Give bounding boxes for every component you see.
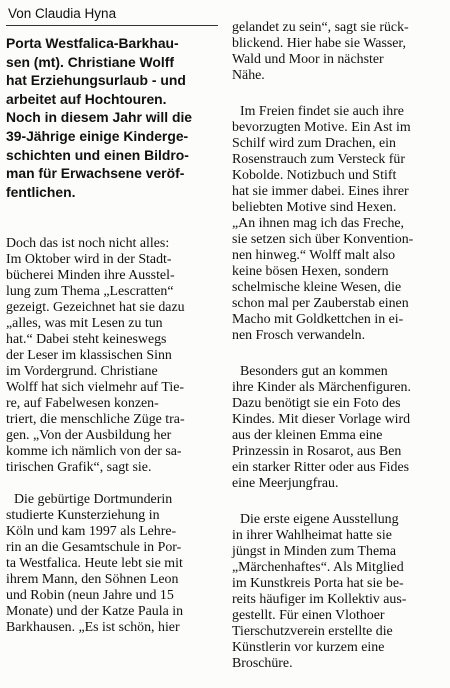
left-body [6,220,218,652]
body-paragraph: Die gebürtige Dortmunderin studierte Kunsterziehung in Köln und kam 1997 als Lehre- rin an die Gesamtschule in Por- ta Westfalica. Heute lebt sie mit ihrem Mann, den Söhnen Leon und Robin (neun Jahre und 15 Monate) und der Katze Paula in Barkhausen. „Es ist schön, hier [6,492,184,636]
byline: Von Claudia Hyna [6,4,218,26]
body-paragraph: Im Freien findet sie auch ihre bevorzugten Motive. Ein Ast im Schilf wird zum Drachen, ein Rosenstrauch zum Versteck für Kobolde. Notizbuch und Stift hat sie immer dabei. Eines ihrer beliebten Motive sind Hexen. „An ihnen mag ich das Freche, sie setzen sich über Konvention- nen hinweg.“ Wolff malt also keine bösen Hexen, sondern schelmische kleine Wesen, die schon mal per Zauberstab einen Macho mit Goldkettchen in ei- nen Frosch verwandeln. [232,104,414,343]
right-body [232,4,444,688]
body-paragraph: Die erste eigene Ausstellung in ihrer Wahlheimat hatte sie jüngst in Minden zum Thema „Märchenhaftes“. Als Mitglied im Kunstkreis Porta hat sie be- reits häufiger im Kollektiv aus- gestellt. Für einen Vlothoer Tierschutzverein erstellte die Künstlerin vor kurzem eine Broschüre. [232,512,407,671]
body-paragraph: Besonders gut an kommen ihre Kinder als Märchenfiguren. Dazu benötigt sie ein Foto des Kindes. Mit dieser Vorlage wird aus der kleinen Emma eine Prinzessin in Rosarot, aus Ben ein starker Ritter oder aus Fides eine Meerjungfrau. [232,364,411,491]
right-column [232,4,444,688]
left-column [6,4,218,652]
lead-paragraph: Porta Westfalica-Barkhau- sen (mt). Christiane Wolff hat Erziehungsurlaub - und arbeitet auf Hochtouren. Noch in diesem Jahr will die 39-Jährige einige Kinderge- schichten und einen Bildro- man für Erwachsene veröf- fentlichen. [6,35,193,200]
body-paragraph: gelandet zu sein“, sagt sie rück- blickend. Hier habe sie Wasser, Wald und Moor in nächster Nähe. [232,20,409,83]
body-paragraph: Doch das ist noch nicht alles: Im Oktober wird in der Stadt- bücherei Minden ihre Ausstel- lung zum Thema „Lescratten“ gezeigt. Gezeichnet hat sie dazu „alles, was mit Lesen zu tun hat.“ Dabei steht keineswegs der Leser im klassischen Sinn im Vordergrund. Christiane Wolff hat sich vielmehr auf Tie- re, auf Fabelwesen konzen- triert, die menschliche Züge tra- gen. „Von der Ausbildung her komme ich nämlich von der sa- tirischen Grafik“, sagt sie. [6,236,185,476]
